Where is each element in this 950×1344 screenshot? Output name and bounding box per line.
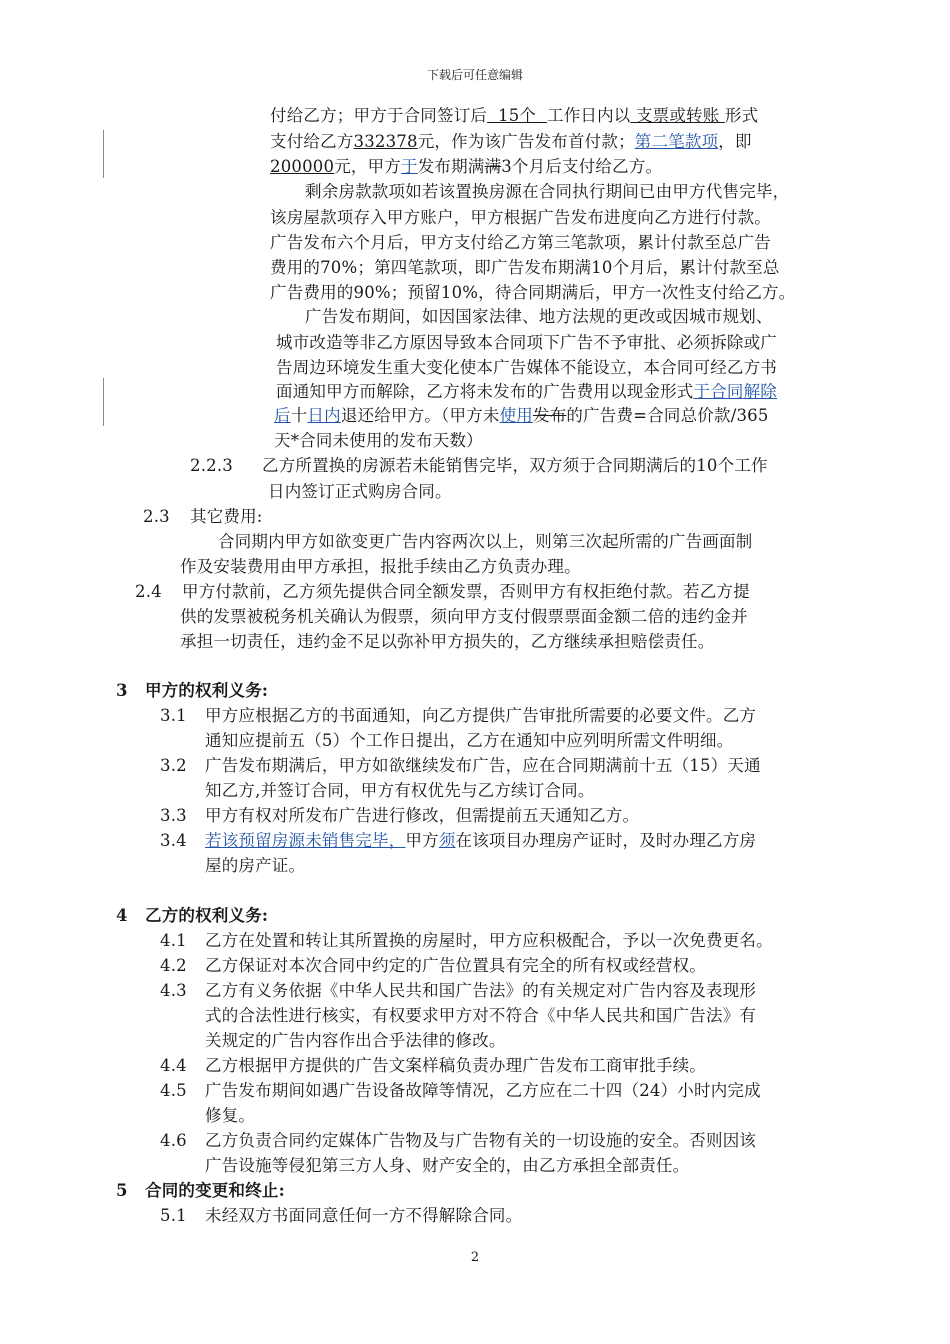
revision-bar	[103, 130, 104, 178]
paragraph-line: 面通知甲方而解除，乙方将未发布的广告费用以现金形式于合同解除	[276, 382, 777, 401]
page-number: 2	[470, 1250, 480, 1265]
clause-text: 未经双方书面同意任何一方不得解除合同。	[205, 1206, 523, 1225]
clause-text: 式的合法性进行核实，有权要求甲方对不符合《中华人民共和国广告法》有	[205, 1006, 757, 1025]
clause-text: 乙方所置换的房源若未能销售完毕，双方须于合同期满后的10个工作	[262, 456, 768, 475]
amount-first: 332378	[353, 132, 418, 151]
section-title: 乙方的权利义务:	[145, 906, 269, 925]
days-value: 15个	[487, 106, 547, 125]
payment-line-3: 200000元，甲方于发布期满满3个月后支付给乙方。	[270, 157, 663, 176]
clause-text: 广告发布期满后，甲方如欲继续发布广告，应在合同期满前十五（15）天通	[205, 756, 761, 775]
clause-number: 2.2.3	[190, 456, 233, 475]
paragraph-line: 费用的70%；第四笔款项，即广告发布期满10个月后，累计付款至总	[270, 258, 780, 277]
clause-text: 日内签订正式购房合同。	[268, 482, 452, 501]
paragraph-line: 该房屋款项存入甲方账户，甲方根据广告发布进度向乙方进行付款。	[270, 208, 771, 227]
clause-text: 若该预留房源未销售完毕，甲方须在该项目办理房产证时，及时办理乙方房	[205, 831, 757, 850]
paragraph-line: 广告发布六个月后，甲方支付给乙方第三笔款项，累计付款至总广告	[270, 233, 771, 252]
clause-number: 3.2	[160, 756, 187, 775]
payment-method: 支票或转账	[630, 106, 725, 125]
clause-text: 乙方在处置和转让其所置换的房屋时，甲方应积极配合，予以一次免费更名。	[205, 931, 773, 950]
clause-text: 通知应提前五（5）个工作日提出，乙方在通知中应列明所需文件明细。	[205, 731, 734, 750]
clause-text: 甲方应根据乙方的书面通知，向乙方提供广告审批所需要的必要文件。乙方	[205, 706, 757, 725]
clause-number: 2.4	[135, 582, 162, 601]
payment-line-2: 支付给乙方332378元，作为该广告发布首付款；第二笔款项，即	[270, 132, 752, 151]
paragraph-line: 后十日内退还给甲方。（甲方未使用发布的广告费=合同总价款/365	[274, 406, 769, 425]
clause-number: 3.3	[160, 806, 187, 825]
second-payment-link: 第二笔款项	[634, 132, 719, 151]
paragraph-line: 广告费用的90%；预留10%，待合同期满后，甲方一次性支付给乙方。	[270, 283, 796, 302]
clause-text: 合同期内甲方如欲变更广告内容两次以上，则第三次起所需的广告画面制	[218, 532, 753, 551]
paragraph-line: 告周边环境发生重大变化使本广告媒体不能设立，本合同可经乙方书	[276, 358, 777, 377]
revision-bar	[103, 378, 104, 426]
page-header: 下载后可任意编辑	[426, 68, 523, 82]
clause-number: 2.3	[143, 507, 170, 526]
clause-text: 供的发票被税务机关确认为假票，须向甲方支付假票票面金额二倍的违约金并	[180, 607, 748, 626]
payment-line-1: 付给乙方；甲方于合同签订后 15个 工作日内以 支票或转账 形式	[270, 106, 759, 125]
clause-text: 乙方保证对本次合同中约定的广告位置具有完全的所有权或经营权。	[205, 956, 706, 975]
clause-text: 乙方根据甲方提供的广告文案样稿负责办理广告发布工商审批手续。	[205, 1056, 706, 1075]
clause-text: 甲方付款前，乙方须先提供合同全额发票，否则甲方有权拒绝付款。若乙方提	[182, 582, 750, 601]
paragraph-line: 剩余房款款项如若该置换房源在合同执行期间已由甲方代售完毕，	[305, 182, 790, 201]
clause-title: 其它费用:	[190, 507, 263, 526]
clause-text: 广告设施等侵犯第三方人身、财产安全的，由乙方承担全部责任。	[205, 1156, 690, 1175]
clause-number: 3.4	[160, 831, 187, 850]
paragraph-line: 天*合同未使用的发布天数）	[274, 431, 483, 450]
clause-number: 4.2	[160, 956, 187, 975]
clause-number: 4.5	[160, 1081, 187, 1100]
section-number: 4	[116, 906, 128, 925]
paragraph-line: 城市改造等非乙方原因导致本合同项下广告不予审批、必须拆除或广	[276, 333, 777, 352]
clause-number: 4.1	[160, 931, 187, 950]
clause-text: 修复。	[205, 1106, 256, 1125]
clause-text: 作及安装费用由甲方承担，报批手续由乙方负责办理。	[180, 557, 581, 576]
clause-text: 承担一切责任，违约金不足以弥补甲方损失的，乙方继续承担赔偿责任。	[180, 632, 715, 651]
clause-text: 关规定的广告内容作出合乎法律的修改。	[205, 1031, 506, 1050]
clause-number: 4.3	[160, 981, 187, 1000]
clause-text: 乙方负责合同约定媒体广告物及与广告物有关的一切设施的安全。否则因该	[205, 1131, 757, 1150]
clause-number: 5.1	[160, 1206, 187, 1225]
clause-text: 甲方有权对所发布广告进行修改，但需提前五天通知乙方。	[205, 806, 640, 825]
clause-text: 屋的房产证。	[205, 856, 306, 875]
section-number: 5	[116, 1181, 128, 1200]
clause-text: 乙方有义务依据《中华人民共和国广告法》的有关规定对广告内容及表现形	[205, 981, 757, 1000]
clause-text: 广告发布期间如遇广告设备故障等情况，乙方应在二十四（24）小时内完成	[205, 1081, 761, 1100]
clause-number: 4.4	[160, 1056, 187, 1075]
clause-number: 4.6	[160, 1131, 187, 1150]
amount-second: 200000	[270, 157, 335, 176]
section-title: 合同的变更和终止:	[145, 1181, 285, 1200]
clause-text: 知乙方,并签订合同，甲方有权优先与乙方续订合同。	[205, 781, 595, 800]
clause-number: 3.1	[160, 706, 187, 725]
section-title: 甲方的权利义务:	[145, 681, 269, 700]
paragraph-line: 广告发布期间，如因国家法律、地方法规的更改或因城市规划、	[305, 307, 773, 326]
section-number: 3	[116, 681, 128, 700]
